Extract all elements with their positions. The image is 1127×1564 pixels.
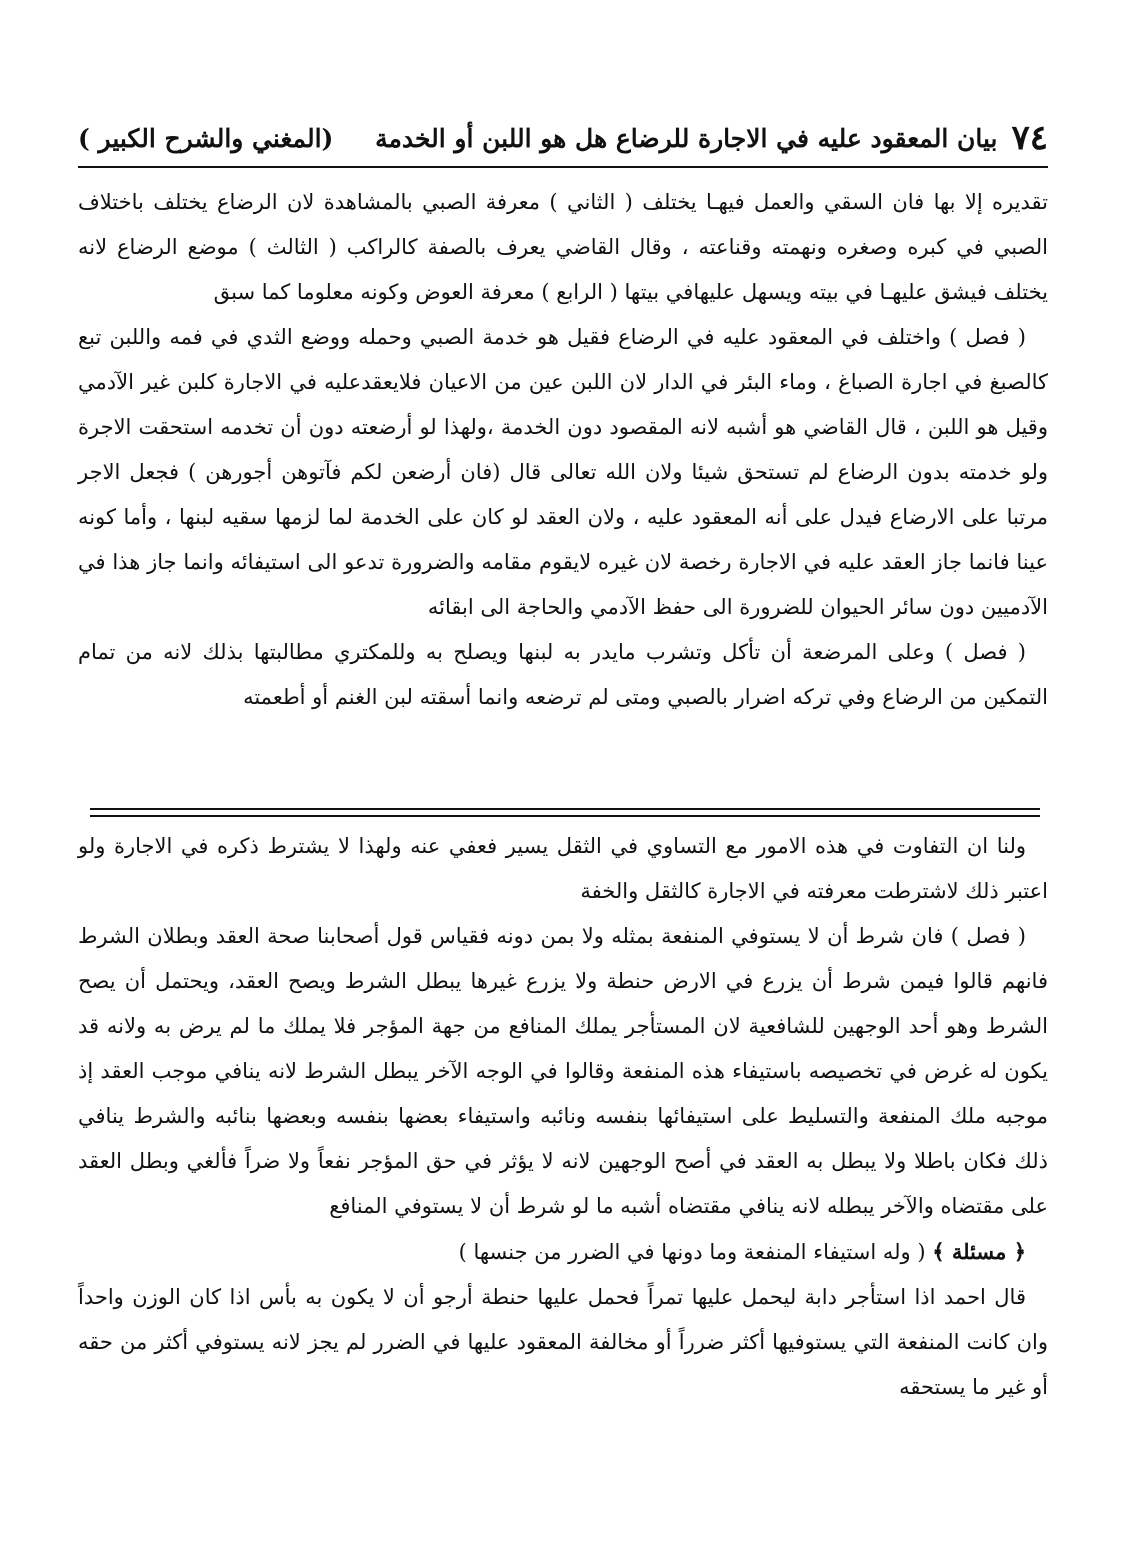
page-number: ٧٤ <box>1011 118 1048 158</box>
section-divider <box>90 808 1040 817</box>
bottom-section <box>78 824 1048 1410</box>
paragraph-fasl-contracted-object: ( فصل ) واختلف في المعقود عليه في الرضاع فقيل هو خدمة الصبي وحمله ووضع الثدي في فمه واللبن تبع كالصبغ في اجارة الصباغ ، وماء البئر في الدار لان اللبن عين من الاعيان فلايعقدعليه في الاجارة كلبن غير الآدمي وقيل هو اللبن ، قال القاضي هو أشبه لانه المقصود دون الخدمة ،ولهذا لو أرضعته دون أن تخدمه استحقت الاجرة ولو خدمته بدون الرضاع لم تستحق شيئا ولان الله تعالى قال (فان أرضعن لكم فآتوهن أجورهن ) فجعل الاجر مرتبا على الارضاع فيدل على أنه المعقود عليه ، ولان العقد لو كان على الخدمة لما لزمها سقيه لبنها ، وأما كونه عينا فانما جاز العقد عليه في الاجارة رخصة لان غيره لايقوم مقامه والضرورة تدعو الى استيفائه وانما جاز هذا في الآدميين دون سائر الحيوان للضرورة الى حفظ الآدمي والحاجة الى ابقائه <box>78 325 1048 619</box>
paragraph-conditions: تقديره إلا بها فان السقي والعمل فيهـا يختلف ( الثاني ) معرفة الصبي بالمشاهدة لان الرضاع يختلف باختلاف الصبي في كبره وصغره ونهمته وقناعته ، وقال القاضي يعرف بالصفة كالراكب ( الثالث ) موضع الرضاع لانه يختلف فيشق عليهـا في بيته ويسهل عليهافي بيتها ( الرابع ) معرفة العوض وكونه معلوما كما سبق <box>78 190 1048 304</box>
book-title: (المغني والشرح الكبير ) <box>78 123 334 153</box>
masala-line <box>78 1229 1048 1275</box>
page-header <box>78 112 1048 164</box>
header-rule <box>78 166 1048 168</box>
masala-label: ﴿ مسئلة ﴾ <box>932 1239 1026 1264</box>
paragraph-fasl-condition: ( فصل ) فان شرط أن لا يستوفي المنفعة بمثله ولا بمن دونه فقياس قول أصحابنا صحة العقد وبطلان الشرط فانهم قالوا فيمن شرط أن يزرع في الارض حنطة ولا يزرع غيرها يبطل الشرط ويصح العقد، ويحتمل أن يصح الشرط وهو أحد الوجهين للشافعية لان المستأجر يملك المنافع من جهة المؤجر فلا يملك ما لم يرض به ولانه قد يكون له غرض في تخصيصه باستيفاء هذه المنفعة وقالوا في الوجه الآخر يبطل الشرط لانه ينافي موجب العقد إذ موجبه ملك المنفعة والتسليط على استيفائها بنفسه ونائبه واستيفاء بعضها بنفسه وبعضها بنائبه والشرط ينافي ذلك فكان باطلا ولا يبطل به العقد في أصح الوجهين لانه لا يؤثر في حق المؤجر نفعاً ولا ضراً فألغي وبطل العقد على مقتضاه والآخر يبطله لانه ينافي مقتضاه أشبه ما لو شرط أن لا يستوفي المنافع <box>78 924 1048 1218</box>
paragraph-fasl-wet-nurse: ( فصل ) وعلى المرضعة أن تأكل وتشرب مايدر به لبنها ويصلح به وللمكتري مطالبتها بذلك لانه من تمام التمكين من الرضاع وفي تركه اضرار بالصبي ومتى لم ترضعه وانما أسقته لبن الغنم أو أطعمته <box>78 640 1048 709</box>
running-title: بيان المعقود عليه في الاجارة للرضاع هل هو اللبن أو الخدمة <box>375 123 998 153</box>
masala-text: ( وله استيفاء المنفعة وما دونها في الضرر من جنسها ) <box>458 1240 926 1264</box>
top-section <box>78 180 1048 720</box>
paragraph-disparity: ولنا ان التفاوت في هذه الامور مع التساوي في الثقل يسير فعفي عنه ولهذا لا يشترط ذكره في الاجارة ولو اعتبر ذلك لاشترطت معرفته في الاجارة كالثقل والخفة <box>78 834 1048 903</box>
paragraph-ahmad-quote: قال احمد اذا استأجر دابة ليحمل عليها تمراً فحمل عليها حنطة أرجو أن لا يكون به بأس اذا كان الوزن واحداً وان كانت المنفعة التي يستوفيها أكثر ضرراً أو مخالفة المعقود عليها في الضرر لم يجز لانه يستوفي أكثر من حقه أو غير ما يستحقه <box>78 1285 1048 1399</box>
